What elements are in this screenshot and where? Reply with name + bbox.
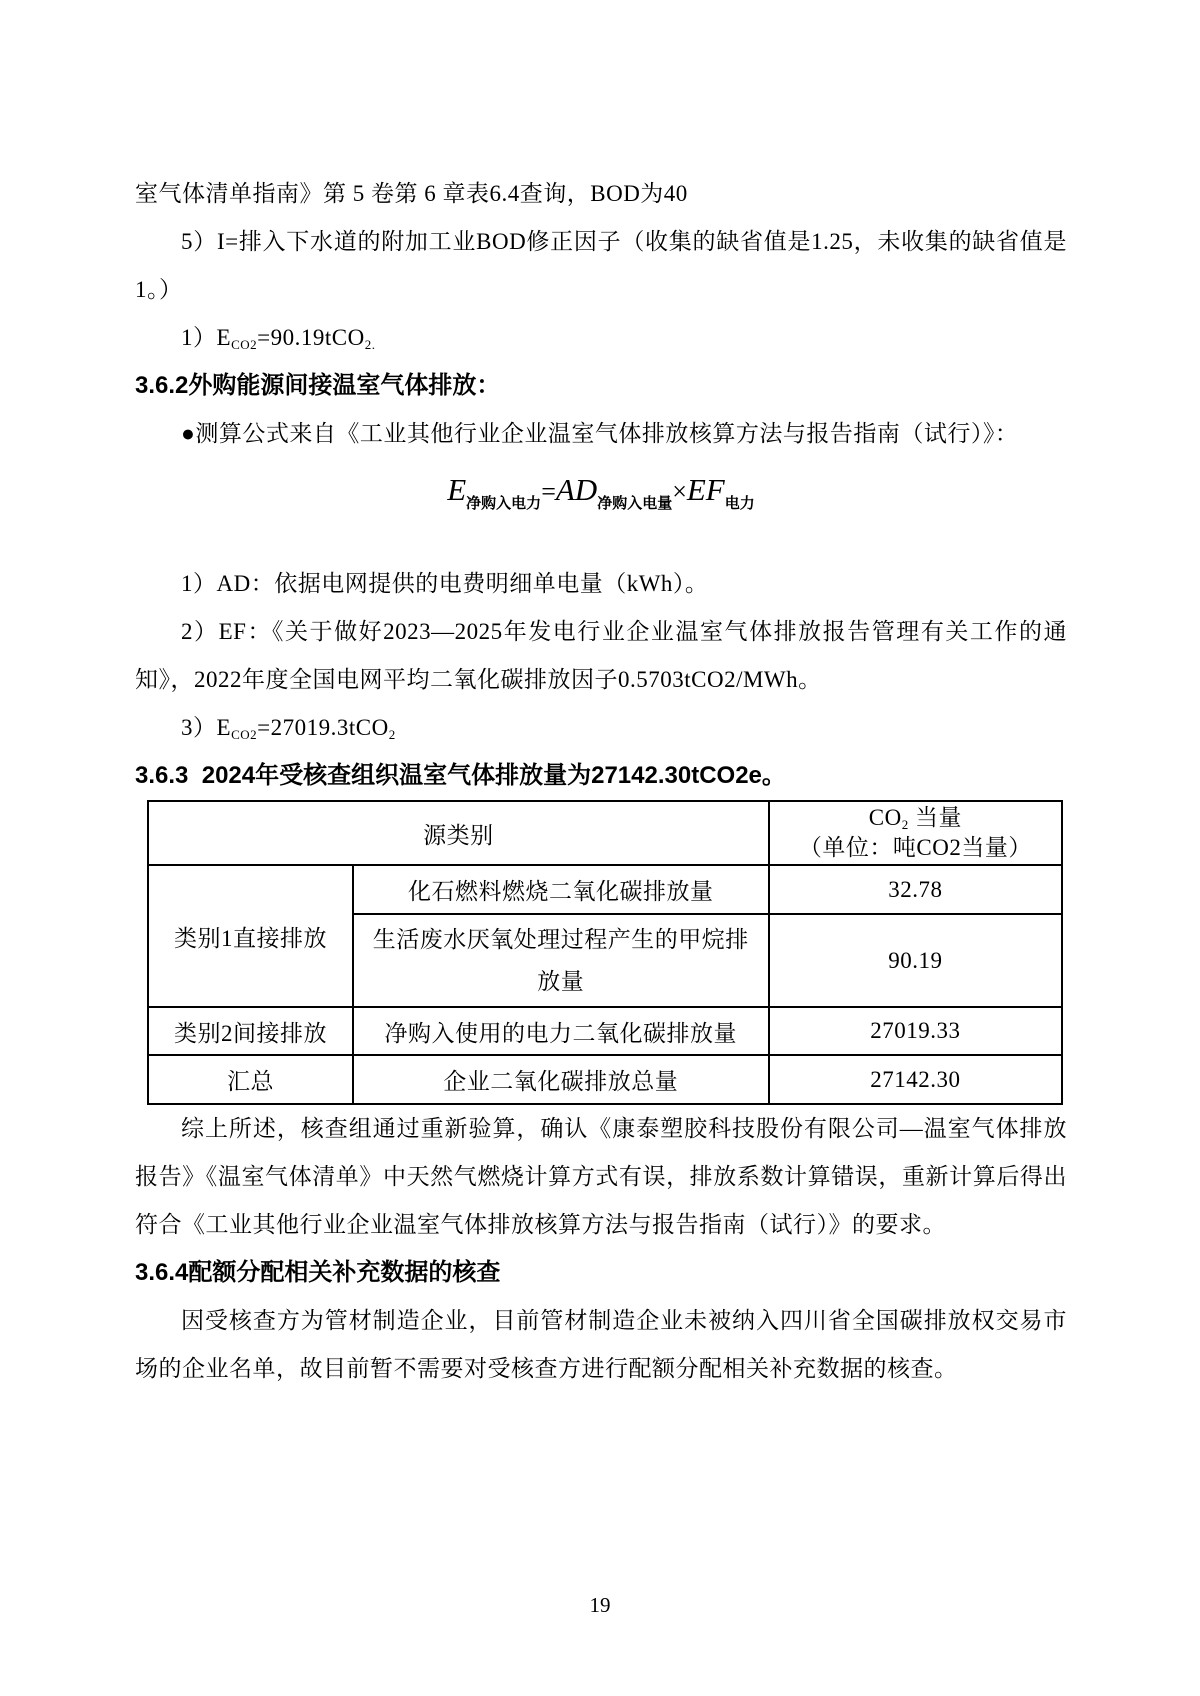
text-run: 3）E [181,715,232,740]
formula-var-ad: AD [555,472,598,507]
paragraph-item5: 5）I=排入下水道的附加工业BOD修正因子（收集的缺省值是1.25，未收集的缺省值是1。） [135,229,1067,302]
formula-var-ef: EF [686,472,725,507]
paragraph-continuation: 室气体清单指南》第 5 卷第 6 章表6.4查询，BOD为40 [135,181,688,206]
heading-3-6-3: 3.6.3 2024年受核查组织温室气体排放量为27142.30tCO2e。 [135,762,786,789]
cell-category: 类别2间接排放 [148,1007,353,1055]
subscript-2: 2 [901,817,909,832]
paragraph-formula-source: ●测算公式来自《工业其他行业企业温室气体排放核算方法与报告指南（试行）》： [181,421,1019,446]
formula-times: × [672,477,687,506]
subscript-2: 2. [364,337,376,352]
subscript-co2: CO2 [231,727,258,742]
paragraph-eco2-direct [135,314,1067,362]
subscript-2: 2 [388,727,396,742]
table-row [148,865,1062,914]
emission-summary-table [147,800,1063,1105]
cell-source: 净购入使用的电力二氧化碳排放量 [353,1007,769,1055]
cell-value: 32.78 [769,865,1062,914]
subscript-co2: CO2 [231,337,258,352]
formula-sub-ad: 净购入电量 [597,496,673,512]
heading-3-6-4: 3.6.4配额分配相关补充数据的核查 [135,1259,501,1286]
cell-source: 企业二氧化碳排放总量 [353,1055,769,1104]
cell-value: 27142.30 [769,1055,1062,1104]
table-row [148,1055,1062,1104]
text-run: =27019.3tCO [257,715,389,740]
formula-equals: = [541,477,556,506]
text-run: 1）E [181,325,232,350]
table-row [148,1007,1062,1055]
paragraph-summary: 综上所述，核查组通过重新验算，确认《康泰塑胶科技股份有限公司—温室气体排放报告》《温室气体清单》中天然气燃烧计算方式有误，排放系数计算错误，重新计算后得出符合《工业其他行业企业温室气体排放核算方法与报告指南（试行）》的要求。 [135,1116,1067,1237]
cell-category: 类别1直接排放 [148,865,353,1007]
header-co2-unit: （单位：吨CO2当量） [798,835,1032,860]
paragraph-quota-check: 因受核查方为管材制造企业，目前管材制造企业未被纳入四川省全国碳排放权交易市场的企业名单，故目前暂不需要对受核查方进行配额分配相关补充数据的核查。 [135,1308,1067,1381]
header-source-category: 源类别 [148,801,769,865]
text-run: 当量 [908,805,962,830]
heading-3-6-2: 3.6.2外购能源间接温室气体排放： [135,372,501,399]
cell-value: 27019.33 [769,1007,1062,1055]
cell-source: 生活废水厌氧处理过程产生的甲烷排放量 [353,914,769,1007]
formula-var-e: E [447,472,467,507]
formula-sub-e: 净购入电力 [466,496,542,512]
paragraph-ad: 1）AD：依据电网提供的电费明细单电量（kWh）。 [181,571,709,596]
header-co2-equivalent [769,801,1062,865]
cell-value: 90.19 [769,914,1062,1007]
paragraph-eco2-indirect [135,704,1067,752]
cell-source: 化石燃料燃烧二氧化碳排放量 [353,865,769,914]
emission-formula [135,464,1067,516]
formula-sub-ef: 电力 [724,496,755,512]
page-number: 19 [589,1593,611,1617]
document-body [135,170,1067,1393]
cell-category: 汇总 [148,1055,353,1104]
paragraph-ef: 2）EF：《关于做好2023—2025年发电行业企业温室气体排放报告管理有关工作的通知》，2022年度全国电网平均二氧化碳排放因子0.5703tCO2/MWh。 [135,619,1067,692]
text-run: CO [868,805,902,830]
text-run: =90.19tCO [257,325,365,350]
table-header-row [148,801,1062,865]
